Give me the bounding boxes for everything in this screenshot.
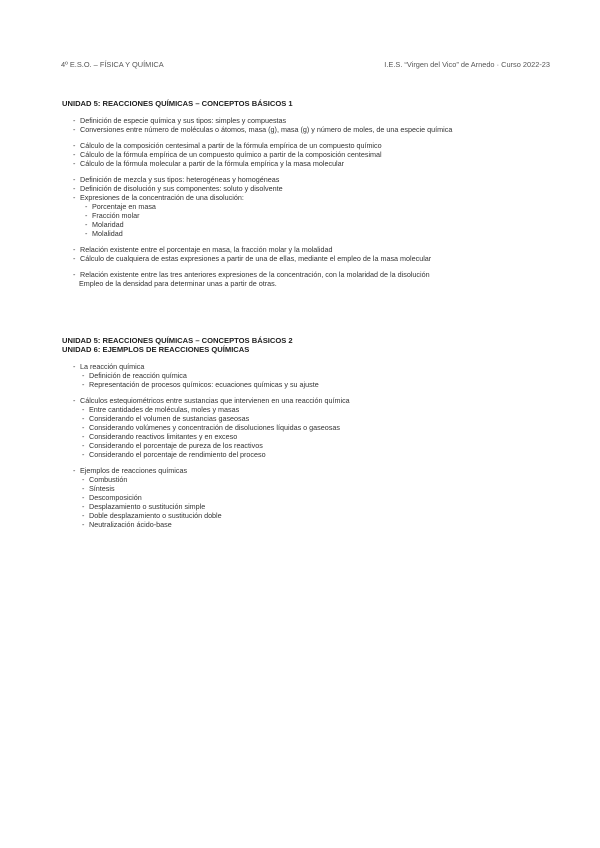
list-item: - Cálculo de cualquiera de estas expresiones a partir de una de ellas, mediante el empleo de la masa molecular <box>73 254 432 263</box>
sub-list-item: - Desplazamiento o sustitución simple <box>82 502 206 511</box>
list-item: - Definición de especie química y sus tipos: simples y compuestas <box>73 116 287 125</box>
list-item: - Definición de disolución y sus componentes: soluto y disolvente <box>73 184 283 193</box>
sub-list-item: - Molaridad <box>85 220 124 229</box>
list-item: - Relación existente entre el porcentaje en masa, la fracción molar y la molalidad <box>73 245 333 254</box>
sub-list-item: - Definición de reacción química <box>82 371 187 380</box>
sub-list-item: - Representación de procesos químicos: ecuaciones químicas y su ajuste <box>82 380 319 389</box>
list-item: - Definición de mezcla y sus tipos: heterogéneas y homogéneas <box>73 175 280 184</box>
sub-list-item: - Considerando volúmenes y concentración de disoluciones líquidas o gaseosas <box>82 423 340 432</box>
unit-basics-2-title: UNIDAD 5: REACCIONES QUÍMICAS – CONCEPTOS BÁSICOS 2 <box>62 336 293 345</box>
list-item: - Cálculo de la fórmula empírica de un compuesto químico a partir de la composición centesimal <box>73 150 382 159</box>
unit-basics-2-section <box>62 336 562 529</box>
sub-list-item: - Doble desplazamiento o sustitución doble <box>82 511 222 520</box>
sub-list-item: - Considerando el volumen de sustancias gaseosas <box>82 414 250 423</box>
sub-list-item: - Síntesis <box>82 484 115 493</box>
sub-list-item: - Combustión <box>82 475 128 484</box>
unit-examples-title: UNIDAD 6: EJEMPLOS DE REACCIONES QUÍMICAS <box>62 345 250 354</box>
list-item: - Cálculo de la composición centesimal a partir de la fórmula empírica de un compuesto químico <box>73 141 382 150</box>
list-item: - Ejemplos de reacciones químicas <box>73 466 188 475</box>
list-item: - Expresiones de la concentración de una disolución: <box>73 193 244 202</box>
sub-list-item: - Fracción molar <box>85 211 140 220</box>
sub-list-item: - Entre cantidades de moléculas, moles y masas <box>82 405 240 414</box>
header-course: 4º E.S.O. – FÍSICA Y QUÍMICA <box>61 60 164 69</box>
unit-basics-1-section <box>62 99 562 288</box>
unit-basics-1-title: UNIDAD 5: REACCIONES QUÍMICAS – CONCEPTOS BÁSICOS 1 <box>62 99 293 108</box>
sub-list-item: - Molalidad <box>85 229 123 238</box>
header-school: I.E.S. “Virgen del Vico” de Arnedo · Curso 2022-23 <box>384 60 550 69</box>
sub-list-item: - Descomposición <box>82 493 142 502</box>
list-item: - La reacción química <box>73 362 145 371</box>
sub-list-item: - Neutralización ácido-base <box>82 520 172 529</box>
sub-list-item: - Porcentaje en masa <box>85 202 156 211</box>
sub-list-item: - Considerando el porcentaje de rendimiento del proceso <box>82 450 266 459</box>
list-item: - Cálculo de la fórmula molecular a partir de la fórmula empírica y la masa molecular <box>73 159 345 168</box>
list-item: - Cálculos estequiométricos entre sustancias que intervienen en una reacción química <box>73 396 350 405</box>
list-item: - Relación existente entre las tres anteriores expresiones de la concentración, con la molaridad de la disolución <box>73 270 430 279</box>
sub-list-item: - Considerando el porcentaje de pureza de los reactivos <box>82 441 263 450</box>
list-item-continuation: Empleo de la densidad para determinar unas a partir de otras. <box>79 279 277 288</box>
list-item: - Conversiones entre número de moléculas o átomos, masa (g), masa (g) y número de moles, de una especie química <box>73 125 453 134</box>
sub-list-item: - Considerando reactivos limitantes y en exceso <box>82 432 238 441</box>
